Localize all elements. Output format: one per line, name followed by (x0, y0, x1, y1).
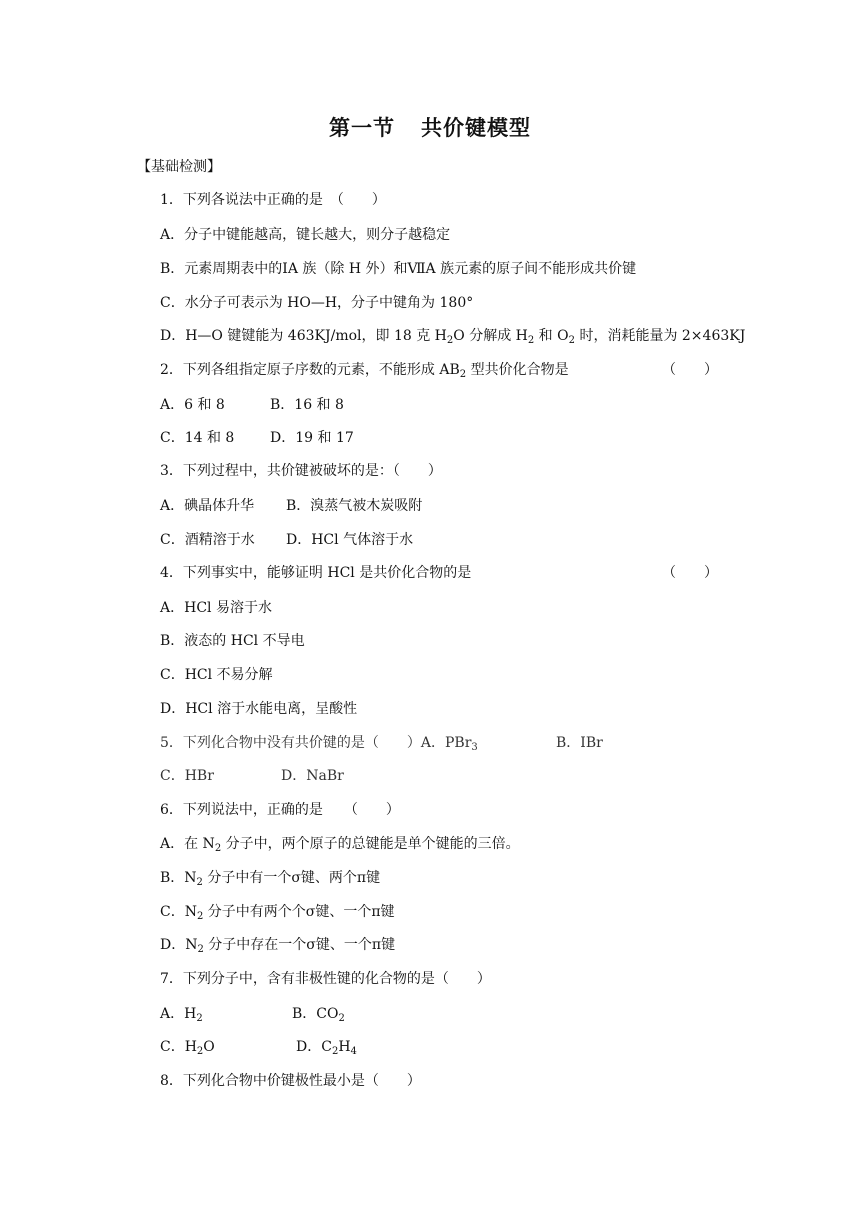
q1-option-d: D．H—O 键键能为 463KJ/mol，即 18 克 $H_2O$ 分解成 $H_2$ 和 $O_2$ 时，消耗能量为 2×463KJ (160, 328, 746, 346)
q7-stem: 7．下列分子中，含有非极性键的化合物的是（ ） (160, 971, 491, 987)
q3-option-c: C．酒精溶于水 (160, 532, 255, 548)
q2-option-a: A．6 和 8 (160, 397, 225, 413)
q2-option-d: D．19 和 17 (270, 430, 354, 446)
q3-stem: 3．下列过程中，共价键被破坏的是：（ ） (160, 463, 442, 479)
page-title (0, 112, 860, 142)
q2-stem: 2．下列各组指定原子序数的元素，不能形成 $AB_2$ 型共价化合物是 (160, 362, 569, 380)
q7-option-d: D．$C_2H_4$ (296, 1039, 357, 1057)
title-part2: 共价键模型 (421, 116, 531, 140)
q7-option-b: B．$CO_2$ (292, 1006, 345, 1024)
q4-stem: 4．下列事实中，能够证明 HCl 是共价化合物的是 (160, 565, 472, 581)
q3-option-d: D．HCl 气体溶于水 (286, 532, 414, 548)
q5-stem: 5．下列化合物中没有共价键的是（ ）A．PBr$_3$ (160, 735, 478, 753)
q2-option-c: C．14 和 8 (160, 430, 235, 446)
q6-option-c: C．$N_2$ 分子中有两个个σ键、一个π键 (160, 904, 395, 922)
q6-option-a: A．在 $N_2$ 分子中，两个原子的总键能是单个键能的三倍。 (160, 836, 520, 854)
q5-option-b: B．IBr (556, 735, 603, 751)
q7-option-c: C．$H_2O$ (160, 1039, 215, 1057)
q3-option-b: B．溴蒸气被木炭吸附 (286, 498, 423, 514)
q1-option-b: B．元素周期表中的ⅠA 族（除 H 外）和ⅦA 族元素的原子间不能形成共价键 (160, 261, 637, 277)
q2-option-b: B．16 和 8 (270, 397, 344, 413)
q8-stem: 8．下列化合物中价键极性最小是（ ） (160, 1073, 421, 1089)
q2-answer-paren: （ ） (662, 362, 718, 378)
section-heading: 【基础检测】 (137, 159, 221, 175)
q1-option-a: A．分子中键能越高，键长越大，则分子越稳定 (160, 227, 451, 243)
q4-option-c: C．HCl 不易分解 (160, 667, 273, 683)
q5-option-d: D．NaBr (281, 768, 344, 784)
q6-stem: 6．下列说法中，正确的是 （ ） (160, 802, 400, 818)
q4-option-b: B．液态的 HCl 不导电 (160, 633, 305, 649)
q4-option-a: A．HCl 易溶于水 (160, 600, 272, 616)
q3-option-a: A．碘晶体升华 (160, 498, 255, 514)
title-part1: 第一节 (329, 116, 395, 140)
q7-option-a: A．$H_2$ (160, 1006, 203, 1024)
q4-answer-paren: （ ） (662, 565, 718, 581)
q5-option-c: C．HBr (160, 768, 214, 784)
q1-stem: 1．下列各说法中正确的是 （ ） (160, 192, 386, 208)
q1-option-c: C．水分子可表示为 HO—H，分子中键角为 180° (160, 295, 474, 311)
q6-option-b: B．$N_2$ 分子中有一个σ键、两个π键 (160, 870, 381, 888)
q6-option-d: D．$N_2$ 分子中存在一个σ键、一个π键 (160, 937, 396, 955)
q4-option-d: D．HCl 溶于水能电离，呈酸性 (160, 701, 358, 717)
